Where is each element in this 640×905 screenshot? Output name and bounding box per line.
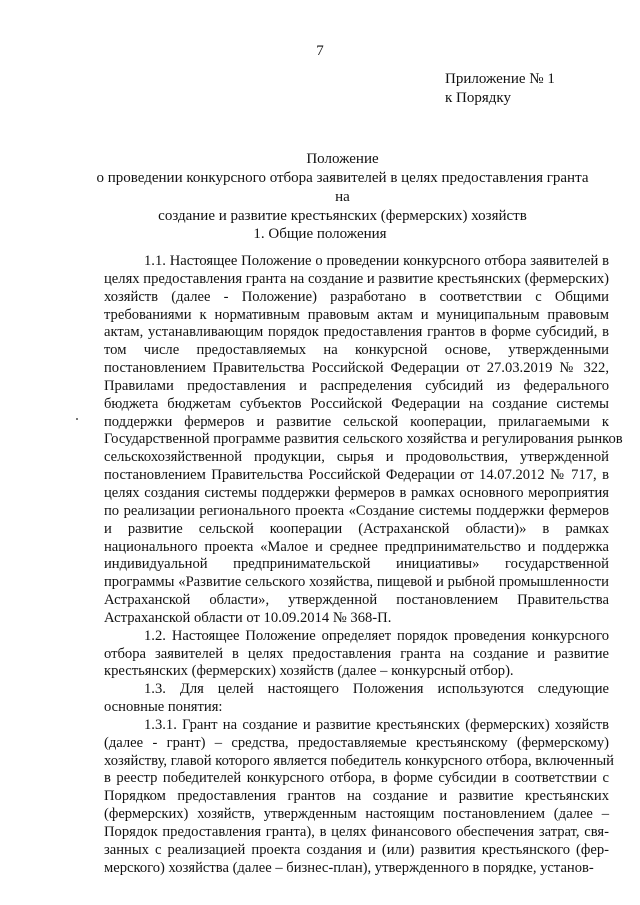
body-line: по реализации регионального проекта «Создание системы поддержки фермеров (104, 502, 609, 519)
body-line: целях предоставления гранта на создание и развитие крестьянских (фермерских) (104, 270, 609, 287)
body-line: хозяйств (далее - Положение) разработано в соответствии с Общими (104, 288, 609, 305)
body-line: отбора заявителей в целях предоставления гранта на создание и развитие (104, 645, 609, 662)
body-line: Астраханской области от 10.09.2014 № 368-П. (104, 609, 392, 626)
body-line: программы «Развитие сельского хозяйства, пищевой и рыбной промышленности (104, 574, 609, 591)
body-line: Астраханской области», утвержденной постановлением Правительства (104, 592, 609, 609)
body-line: национального проекта «Малое и среднее предпринимательство и поддержка (104, 538, 609, 555)
body-line: том числе предоставляемых на конкурсной основе, утвержденными (104, 342, 609, 359)
body-line: требованиями к нормативным правовым актам и муниципальным правовым (104, 306, 609, 323)
document-title (90, 150, 595, 226)
body-line: 1.2. Настоящее Положение определяет порядок проведения конкурсного (144, 627, 609, 644)
body-line: индивидуальной предпринимательской инициативы» государственной (104, 556, 609, 573)
title-line-2: о проведении конкурсного отбора заявителей в целях предоставления гранта на (96, 170, 589, 205)
body-line: (фермерских) хозяйств, утвержденным настоящим постановлением (далее – (104, 806, 609, 823)
body-line: целях создания системы поддержки фермеров в рамках основного мероприятия (104, 484, 609, 501)
body-line: мерского) хозяйства (далее – бизнес-план), утвержденного в порядке, установ- (104, 859, 594, 876)
body-line: основные понятия: (104, 699, 223, 716)
body-line: 1.1. Настоящее Положение о проведении конкурсного отбора заявителей в (144, 253, 609, 269)
body-line: в реестр победителей конкурсного отбора, в форме субсидии в соответствии с (104, 770, 609, 787)
body-line: занных с реализацией проекта создания и (или) развития крестьянского (фер- (104, 841, 609, 858)
body-line: Порядком предоставления грантов на создание и развитие крестьянских (104, 788, 609, 805)
body-text (104, 253, 623, 878)
body-line: (далее - грант) – средства, предоставляемые крестьянскому (фермерскому) (104, 734, 609, 751)
appendix-line-1: Приложение № 1 (445, 71, 555, 87)
appendix-line-2: к Порядку (445, 90, 511, 106)
body-line: 1.3.1. Грант на создание и развитие крестьянских (фермерских) хозяйств (144, 716, 609, 733)
body-line: и развитие сельской кооперации (Астраханской области)» в рамках (104, 520, 609, 537)
body-line: постановлением Правительства Российской Федерации от 27.03.2019 № 322, (104, 360, 609, 377)
body-line: Правилами предоставления и распределения субсидий из федерального (104, 377, 609, 394)
body-line: бюджета бюджетам субъектов Российской Федерации на создание системы (104, 395, 609, 412)
title-line-3: создание и развитие крестьянских (фермерских) хозяйств (158, 208, 527, 224)
page-number: 7 (316, 43, 324, 59)
section-heading: 1. Общие положения (253, 226, 387, 242)
body-line: актам, устанавливающим порядок предоставления грантов в форме субсидий, в (104, 324, 609, 341)
title-line-1: Положение (306, 151, 379, 167)
body-line: поддержки фермеров и развитие сельской кооперации, прилагаемыми к (104, 413, 609, 430)
body-line: крестьянских (фермерских) хозяйств (далее – конкурсный отбор). (104, 663, 514, 680)
margin-mark (76, 418, 78, 420)
body-line: Государственной программе развития сельского хозяйства и регулирования рынков (104, 431, 623, 448)
body-line: постановлением Правительства Российской Федерации от 14.07.2012 № 717, в (104, 467, 609, 484)
body-line: 1.3. Для целей настоящего Положения используются следующие (144, 681, 609, 698)
body-line: сельскохозяйственной продукции, сырья и продовольствия, утвержденной (104, 449, 609, 466)
appendix-reference (445, 70, 555, 108)
body-line: хозяйству, главой которого является победитель конкурсного отбора, включенный (104, 752, 614, 769)
body-line: Порядок предоставления гранта), в целях финансового обеспечения затрат, свя- (104, 824, 609, 840)
